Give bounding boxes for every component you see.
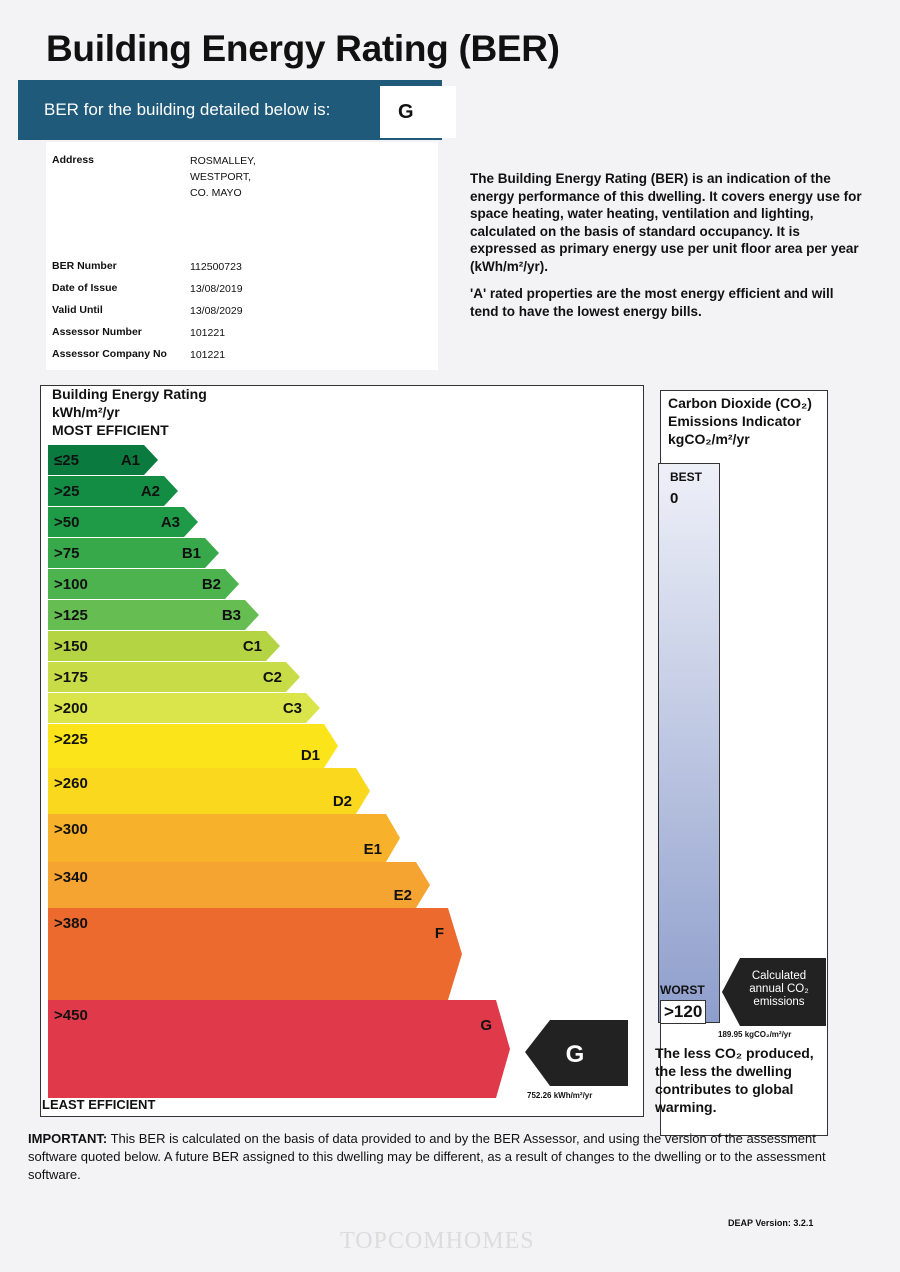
description-paragraph-2: 'A' rated properties are the most energy efficient and will tend to have the lowest energy bills.: [470, 286, 834, 319]
date-issue-label: Date of Issue: [52, 282, 118, 294]
band-grade-b1: B1: [181, 545, 201, 562]
band-grade-e1: E1: [363, 841, 382, 858]
assessor-number-value: 101221: [190, 327, 226, 339]
important-lead: IMPORTANT:: [28, 1131, 108, 1146]
band-threshold-d2: >260: [54, 775, 88, 792]
most-efficient-label: MOST EFFICIENT: [52, 422, 169, 438]
ber-number-value: 112500723: [190, 261, 242, 273]
band-grade-f: F: [434, 925, 444, 942]
band-grade-c2: C2: [262, 669, 282, 686]
band-threshold-c1: >150: [54, 638, 88, 655]
deap-version: DEAP Version: 3.2.1: [728, 1218, 814, 1228]
band-threshold-e2: >340: [54, 869, 88, 886]
assessor-company-value: 101221: [190, 349, 226, 361]
band-grade-d1: D1: [300, 747, 320, 764]
rating-pointer-grade: G: [565, 1041, 585, 1068]
important-notice: [28, 1130, 868, 1184]
band-grade-c1: C1: [242, 638, 262, 655]
band-grade-e2: E2: [393, 887, 412, 904]
band-c3: [48, 693, 320, 723]
band-grade-b3: B3: [221, 607, 241, 624]
description-paragraph-1: The Building Energy Rating (BER) is an indication of the energy performance of this dwelling. It covers energy use for space heating, water heating, ventilation and lighting, calculated on the basis of standard occupancy. It is expressed as primary energy use per unit floor area per year (kWh/m²/yr).: [470, 171, 862, 274]
band-threshold-a1: ≤25: [54, 452, 79, 469]
band-threshold-e1: >300: [54, 821, 88, 838]
band-d2: [48, 768, 370, 814]
least-efficient-label: LEAST EFFICIENT: [42, 1097, 156, 1112]
energy-scale-title: Building Energy Rating: [52, 386, 207, 402]
watermark-text: TOPCOMHOMES: [340, 1228, 535, 1254]
band-grade-a1: A1: [120, 452, 140, 469]
ber-banner-label: BER for the building detailed below is:: [44, 100, 331, 119]
band-grade-c3: C3: [282, 700, 302, 717]
co2-note: The less CO₂ produced, the less the dwelling contributes to global warming.: [655, 1045, 814, 1115]
band-threshold-b3: >125: [54, 607, 88, 624]
band-grade-b2: B2: [201, 576, 221, 593]
co2-subtitle: Emissions Indicator: [668, 413, 802, 429]
address-line-2: WESTPORT,: [190, 171, 252, 183]
ber-banner-rating: G: [380, 86, 456, 138]
band-grade-d2: D2: [332, 793, 352, 810]
band-threshold-c2: >175: [54, 669, 88, 686]
address-line-3: CO. MAYO: [190, 187, 242, 199]
co2-pointer-text: Calculated annual CO₂ emissions: [749, 970, 809, 1008]
band-f: [48, 908, 462, 1000]
band-grade-a3: A3: [160, 514, 180, 531]
energy-value: 752.26 kWh/m²/yr: [527, 1091, 593, 1100]
page-title: Building Energy Rating (BER): [46, 28, 560, 69]
band-threshold-a2: >25: [54, 483, 80, 500]
co2-heading: [668, 394, 812, 448]
co2-value: 189.95 kgCO₂/m²/yr: [718, 1030, 792, 1039]
assessor-company-label: Assessor Company No: [52, 348, 167, 360]
assessor-number-label: Assessor Number: [52, 326, 142, 338]
band-threshold-b2: >100: [54, 576, 88, 593]
co2-unit: kgCO₂/m²/yr: [668, 431, 750, 447]
band-threshold-c3: >200: [54, 700, 88, 717]
valid-until-value: 13/08/2029: [190, 305, 243, 317]
band-threshold-d1: >225: [54, 731, 88, 748]
important-text: This BER is calculated on the basis of data provided to and by the BER Assessor, and using the version of the assessment software quoted below. A future BER assigned to this dwelling may be different, as a result of changes to the dwelling or to the assessment software.: [28, 1131, 826, 1182]
valid-until-label: Valid Until: [52, 304, 103, 316]
co2-best-value: 0: [670, 490, 679, 507]
co2-title: Carbon Dioxide (CO₂): [668, 395, 812, 411]
band-grade-g: G: [480, 1017, 492, 1034]
address-label: Address: [52, 154, 95, 166]
co2-worst-label: WORST: [660, 983, 705, 997]
date-issue-value: 13/08/2019: [190, 283, 243, 295]
band-g: [48, 1000, 510, 1098]
co2-worst-value: >120: [660, 1000, 706, 1024]
co2-scale-bar: [658, 463, 720, 1023]
band-threshold-g: >450: [54, 1007, 88, 1024]
band-grade-a2: A2: [140, 483, 160, 500]
band-d1: [48, 724, 338, 768]
band-threshold-b1: >75: [54, 545, 80, 562]
co2-best-label: BEST: [670, 470, 703, 484]
band-e2: [48, 862, 430, 908]
band-e1: [48, 814, 400, 862]
address-line-1: ROSMALLEY,: [190, 155, 256, 167]
band-threshold-f: >380: [54, 915, 88, 932]
energy-scale-unit: kWh/m²/yr: [52, 404, 120, 420]
band-threshold-a3: >50: [54, 514, 80, 531]
ber-number-label: BER Number: [52, 260, 117, 272]
